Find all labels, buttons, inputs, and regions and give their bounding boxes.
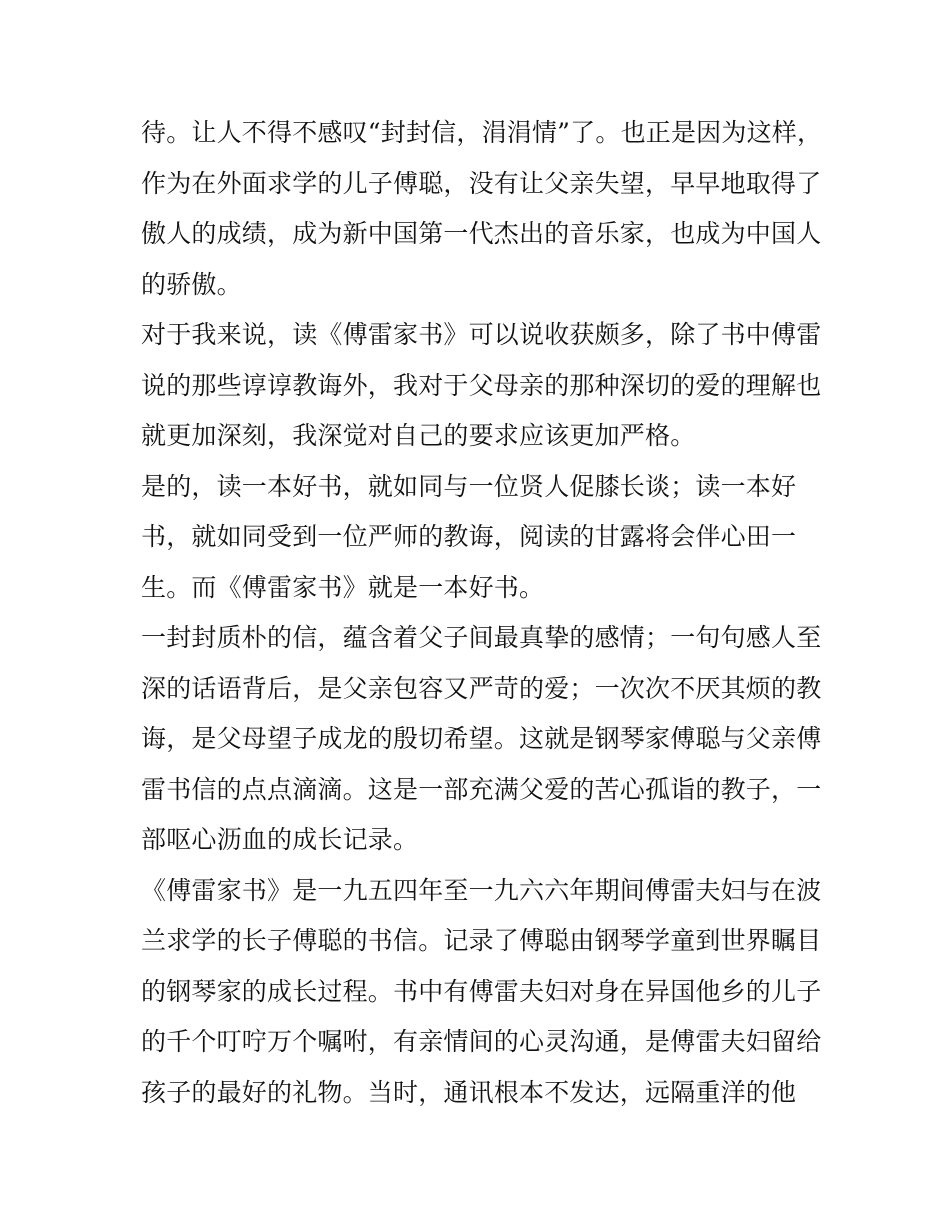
text-line: 诲，是父母望子成龙的殷切希望。这就是钢琴家傅聪与父亲傅: [141, 724, 822, 753]
text-line: 的骄傲。: [141, 269, 242, 299]
text-line: 作为在外面求学的儿子傅聪，没有让父亲失望，早早地取得了: [141, 168, 822, 198]
text-line: 《傅雷家书》是一九五四年至一九六六年期间傅雷夫妇与在波: [141, 875, 822, 905]
text-line: 生。而《傅雷家书》就是一本好书。: [141, 572, 545, 602]
text-line: 孩子的最好的礼物。当时，通讯根本不发达，远隔重洋的他: [141, 1077, 797, 1107]
text-line: 雷书信的点点滴滴。这是一部充满父爱的苦心孤诣的教子，一: [141, 774, 822, 804]
text-line: 傲人的成绩，成为新中国第一代杰出的音乐家，也成为中国人: [141, 219, 822, 248]
text-line: 部呕心沥血的成长记录。: [141, 825, 419, 854]
document-body: [141, 108, 821, 1118]
text-line: 书，就如同受到一位严师的教诲，阅读的甘露将会伴心田一: [141, 522, 797, 551]
text-line: 一封封质朴的信，蕴含着父子间最真挚的感情；一句句感人至: [141, 623, 822, 652]
text-line: 深的话语背后，是父亲包容又严苛的爱；一次次不厌其烦的教: [141, 673, 822, 703]
text-line: 待。让人不得不感叹“封封信，涓涓情”了。也正是因为这样，: [141, 118, 823, 147]
text-line: 的千个叮咛万个嘱咐，有亲情间的心灵沟通，是傅雷夫妇留给: [141, 1027, 822, 1056]
text-line: 是的，读一本好书，就如同与一位贤人促膝长谈；读一本好: [141, 471, 797, 501]
text-line: 的钢琴家的成长过程。书中有傅雷夫妇对身在异国他乡的儿子: [141, 976, 822, 1006]
text-line: 说的那些谆谆教诲外，我对于父母亲的那种深切的爱的理解也: [141, 370, 822, 400]
text-line: 就更加深刻，我深觉对自己的要求应该更加严格。: [141, 421, 696, 450]
text-line: 对于我来说，读《傅雷家书》可以说收获颇多，除了书中傅雷: [141, 320, 822, 349]
text-line: 兰求学的长子傅聪的书信。记录了傅聪由钢琴学童到世界瞩目: [141, 926, 822, 955]
